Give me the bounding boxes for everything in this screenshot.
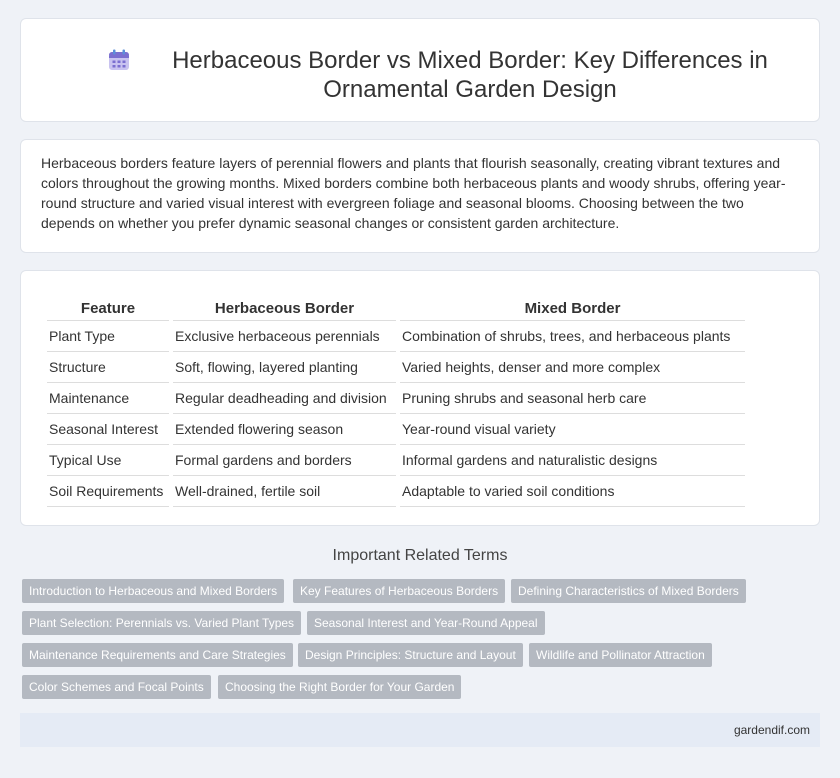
table-row: [47, 352, 745, 383]
intro-card: [20, 139, 820, 253]
tag-link[interactable]: Seasonal Interest and Year-Round Appeal: [307, 611, 545, 635]
table-cell: Seasonal Interest: [47, 414, 169, 445]
header-mixed: Mixed Border: [400, 294, 745, 321]
footer: [20, 713, 820, 747]
table-cell: Formal gardens and borders: [173, 445, 396, 476]
table-cell: Soft, flowing, layered planting: [173, 352, 396, 383]
tag-link[interactable]: Introduction to Herbaceous and Mixed Borders: [22, 579, 284, 603]
table-cell: Combination of shrubs, trees, and herbaceous plants: [400, 321, 745, 352]
table-cell: Well-drained, fertile soil: [173, 476, 396, 507]
table-cell: Year-round visual variety: [400, 414, 745, 445]
tag-link[interactable]: Color Schemes and Focal Points: [22, 675, 211, 699]
header-herbaceous: Herbaceous Border: [173, 294, 396, 321]
tag-link[interactable]: Design Principles: Structure and Layout: [298, 643, 523, 667]
table-row: [47, 321, 745, 352]
table-cell: Extended flowering season: [173, 414, 396, 445]
table-cell: Pruning shrubs and seasonal herb care: [400, 383, 745, 414]
tag-link[interactable]: Choosing the Right Border for Your Garden: [218, 675, 461, 699]
table-cell: Plant Type: [47, 321, 169, 352]
tag-link[interactable]: Key Features of Herbaceous Borders: [293, 579, 505, 603]
header-feature: Feature: [47, 294, 169, 321]
title-card: [20, 18, 820, 122]
table-cell: Soil Requirements: [47, 476, 169, 507]
page-title: Herbaceous Border vs Mixed Border: Key Differences in Ornamental Garden Design: [172, 47, 768, 103]
footer-site[interactable]: gardendif.com: [733, 723, 810, 737]
table-row: [47, 445, 745, 476]
table-cell: Varied heights, denser and more complex: [400, 352, 745, 383]
table-header-row: [47, 294, 745, 321]
table-row: [47, 414, 745, 445]
table-cell: Structure: [47, 352, 169, 383]
table-cell: Informal gardens and naturalistic designs: [400, 445, 745, 476]
table-cell: Exclusive herbaceous perennials: [173, 321, 396, 352]
calendar-icon: [107, 48, 131, 72]
related-terms-title: Important Related Terms: [332, 547, 508, 564]
table-cell: Regular deadheading and division: [173, 383, 396, 414]
table-row: [47, 383, 745, 414]
table-cell: Typical Use: [47, 445, 169, 476]
comparison-table: [43, 294, 749, 507]
table-cell: Maintenance: [47, 383, 169, 414]
tag-link[interactable]: Defining Characteristics of Mixed Borders: [511, 579, 746, 603]
tag-link[interactable]: Plant Selection: Perennials vs. Varied Plant Types: [22, 611, 301, 635]
table-row: [47, 476, 745, 507]
table-cell: Adaptable to varied soil conditions: [400, 476, 745, 507]
intro-text: Herbaceous borders feature layers of perennial flowers and plants that flourish seasonally, creating vibrant textures and colors throughout the growing months. Mixed borders combine both herbaceous plants and woody shrubs, offering year-round structure and varied visual interest with evergreen foliage and seasonal blooms. Choosing between the two depends on whether you prefer dynamic seasonal changes or consistent garden architecture.: [41, 155, 786, 231]
tag-link[interactable]: Wildlife and Pollinator Attraction: [529, 643, 712, 667]
tag-link[interactable]: Maintenance Requirements and Care Strategies: [22, 643, 293, 667]
comparison-table-card: [20, 270, 820, 526]
